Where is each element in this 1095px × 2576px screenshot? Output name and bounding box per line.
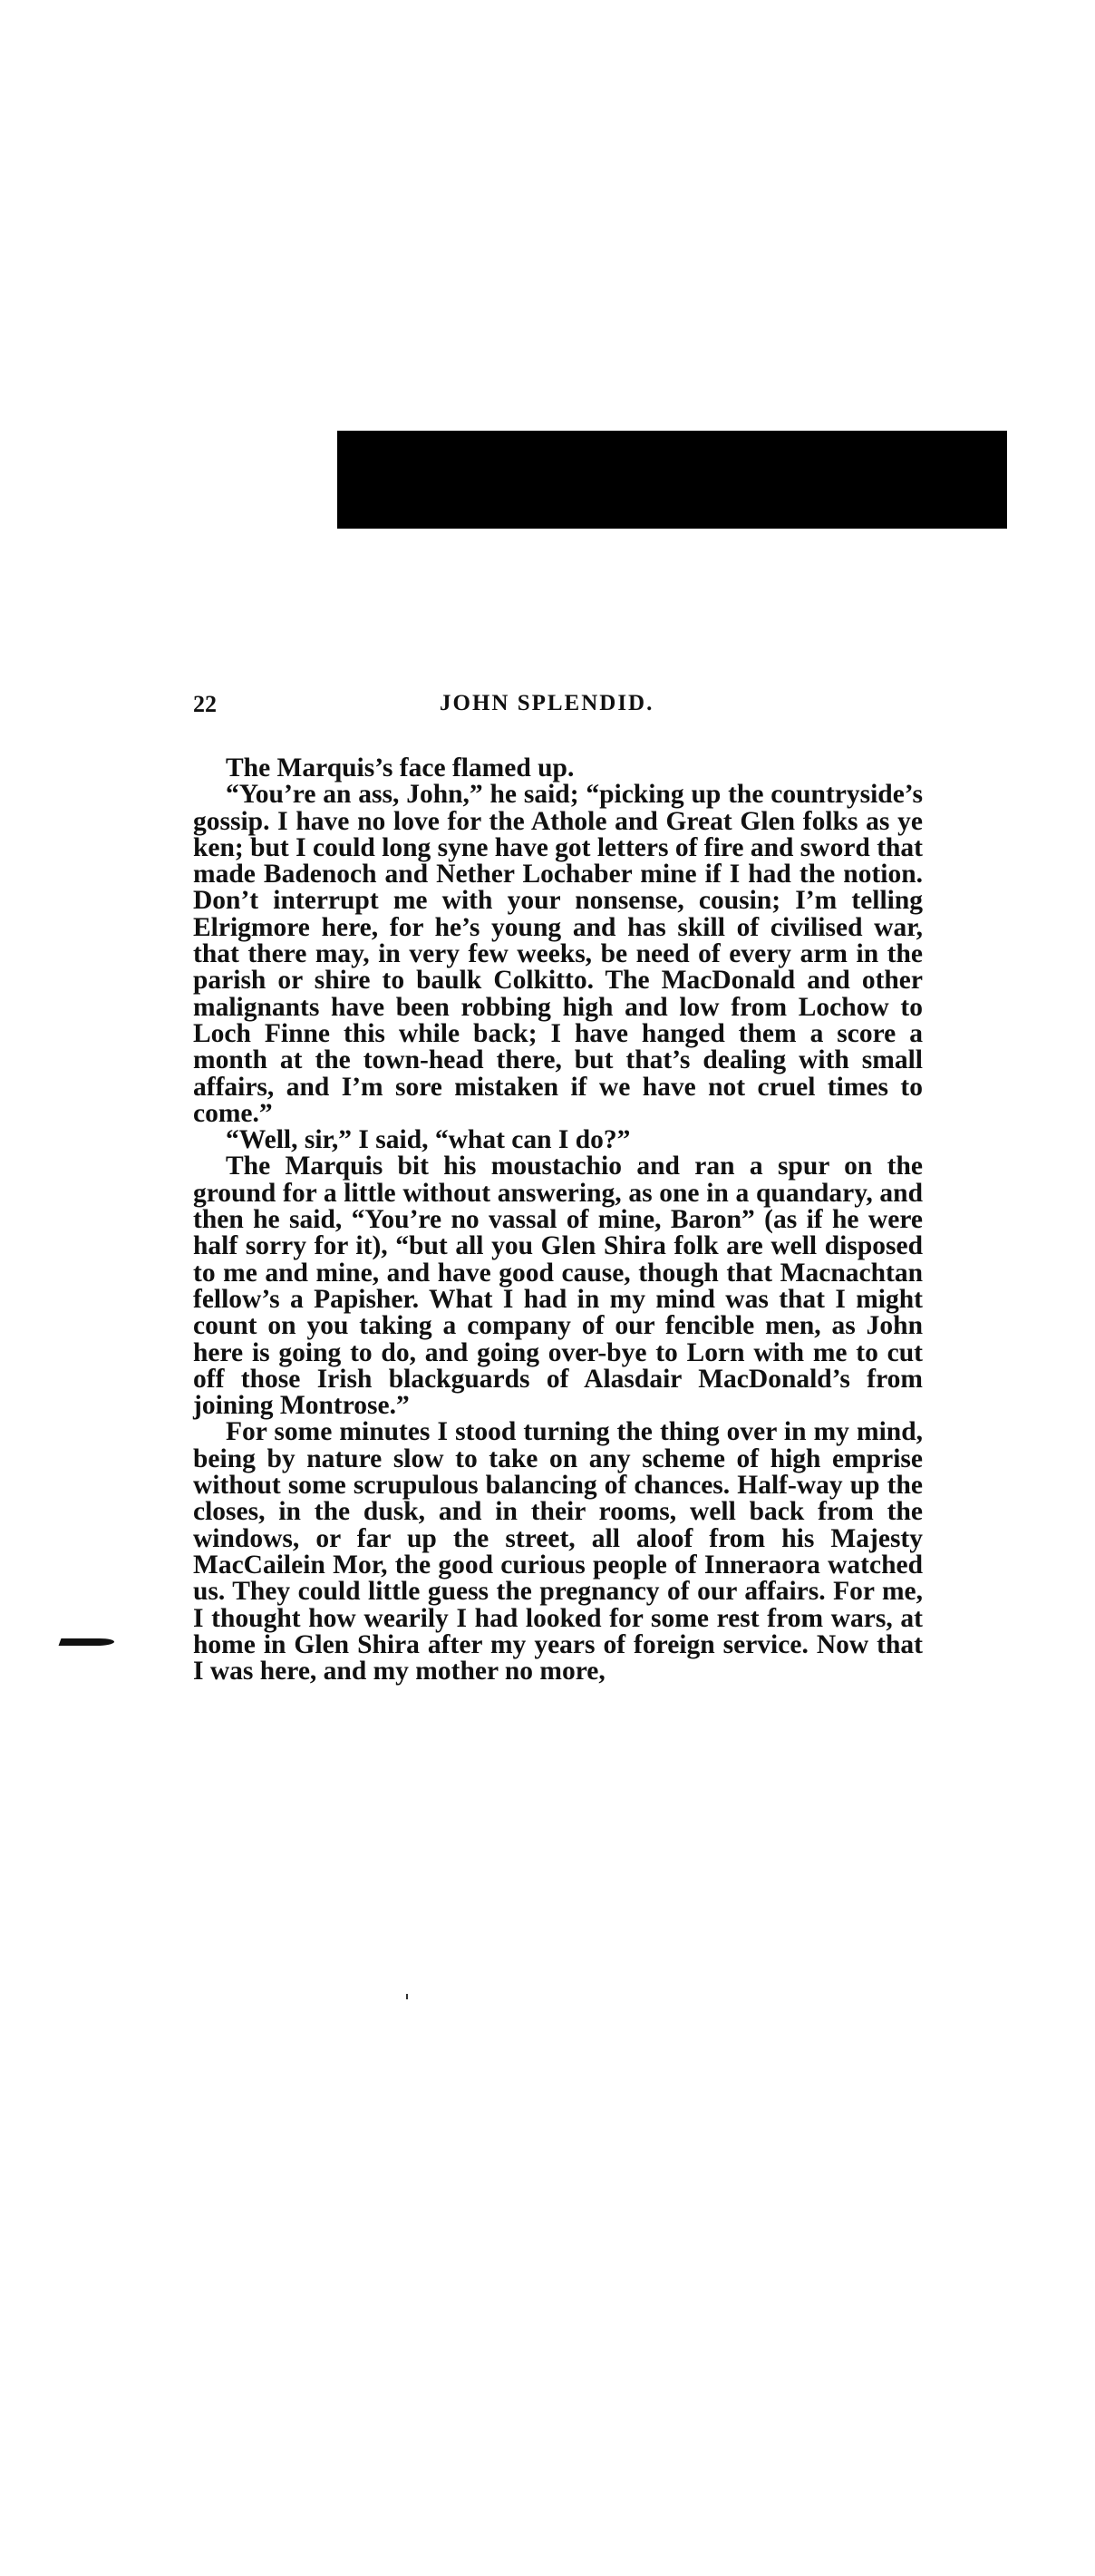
redaction-bar [337, 431, 1007, 529]
margin-ink-mark [59, 1638, 116, 1646]
running-head [193, 691, 1009, 727]
body-text [193, 755, 923, 1685]
book-title: JOHN SPLENDID. [440, 691, 654, 715]
paragraph-2: “You’re an ass, John,” he said; “picking up the countryside’s gossip. I have no love for the Athole and Great Glen folks as ye ken; but I could long syne have got letters of fire and sword that made Badenoch and Nether Lochaber mine if I had the notion. Don’t interrupt me with your nonsense, cousin; I’m telling Elrigmore here, for he’s young and has skill of civilised war, that there may, in very few weeks, be need of every arm in the parish or shire to baulk Colkitto. The MacDonald and other malignants have been robbing high and low from Lochow to Loch Finne this while back; I have hanged them a score a month at the town-head there, but that’s dealing with small affairs, and I’m sore mistaken if we have not cruel times to come.” [193, 780, 923, 1128]
page-number: 22 [193, 691, 217, 717]
paragraph-3: “Well, sir,” I said, “what can I do?” [226, 1125, 631, 1155]
paragraph-5: For some minutes I stood turning the thing over in my mind, being by nature slow to take on any scheme of high emprise without some scrupulous balancing of chances. Half-way up the closes, in the dusk, and in their rooms, well back from the windows, or far up the street, all aloof from his Majesty MacCailein Mor, the good curious people of Inneraora watched us. They could little guess the pregnancy of our affairs. For me, I thought how wearily I had looked for some rest from wars, at home in Glen Shira after my years of foreign service. Now that I was here, and my mother no more, [193, 1417, 923, 1687]
paragraph-1: The Marquis’s face flamed up. [226, 753, 575, 783]
paragraph-4: The Marquis bit his moustachio and ran a spur on the ground for a little without answering, as one in a quandary, and then he said, “You’re no vassal of mine, Baron” (as if he were half sorry for it), “but all you Glen Shira folk are well disposed to me and mine, and have good cause, though that Macnachtan fellow’s a Papisher. What I had in my mind was that I might count on you taking a company of our fencible men, as John here is going to do, and going over-bye to Lorn with me to cut off those Irish blackguards of Alasdair MacDonald’s from joining Montrose.” [193, 1152, 923, 1421]
stray-ink-mark [406, 1994, 408, 1999]
